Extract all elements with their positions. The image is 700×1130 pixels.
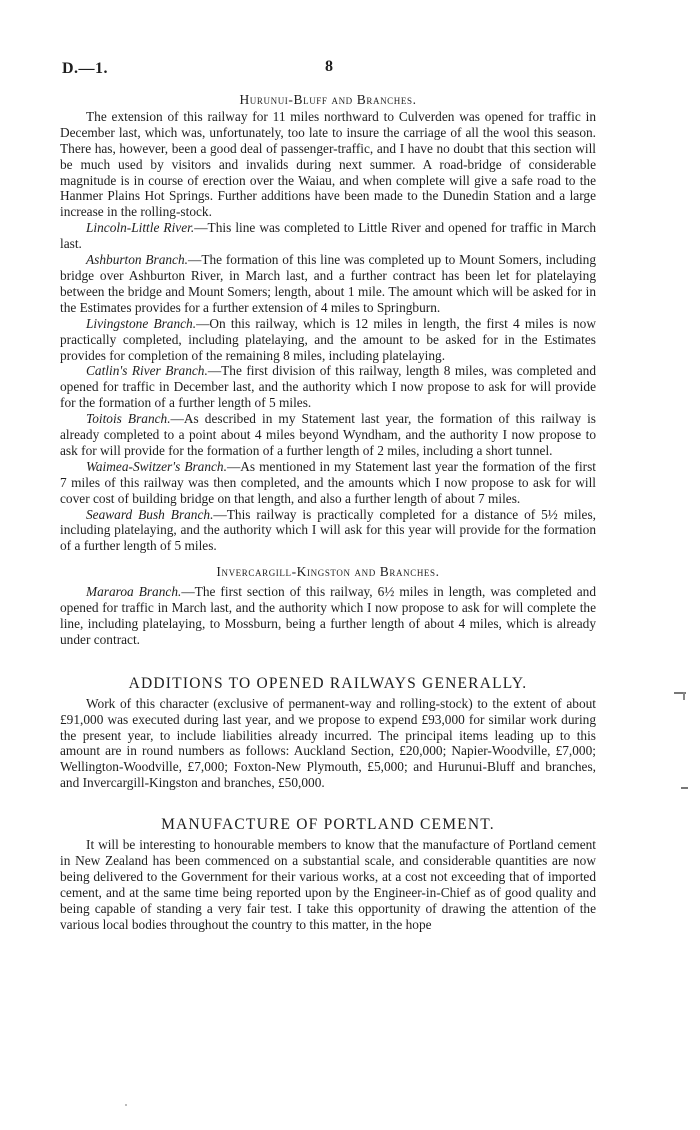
entry-text: —On this railway, which is 12 miles in length, the first 4 miles is now practically completed, including platelaying, and the amount to be asked for in the Estimates provides for completion of the remaining 8 miles, including platelaying. [60, 315, 596, 363]
section-heading-additions: ADDITIONS TO OPENED RAILWAYS GENERALLY. [128, 674, 528, 692]
entry-title: Livingstone Branch. [86, 315, 197, 331]
paragraph-mararoa [60, 584, 596, 648]
entry-text: —As described in my Statement last year, the formation of this railway is already completed to a point about 4 miles beyond Wyndham, and the authority I now propose to ask for will provide for the formation of a further length of 2 miles, including a short tunnel. [60, 411, 596, 458]
section-heading-hurunui: Hurunui-Bluff and Branches. [239, 92, 417, 107]
paragraph-livingstone [60, 316, 596, 364]
entry-text: —This line was completed to Little River and opened for traffic in March last. [60, 220, 597, 252]
paragraph-additions: Work of this character (exclusive of permanent-way and rolling-stock) to the extent of about £91,000 was executed during last year, and we propose to expend £93,000 for similar work during the present year, to include liabilities already incurred. The principal items leading up to this amount are in round numbers as follows: Auckland Section, £20,000; Napier-Woodville, £7,000; Wellington-Woodville, £7,000; Foxton-New Plymouth, £5,000; and Hurunui-Bluff and branches, and Invercargill-Kingston and branches, £50,000. [60, 695, 596, 791]
paragraph-lincoln [60, 220, 596, 252]
entry-title: Ashburton Branch. [86, 252, 188, 268]
entry-text: —As mentioned in my Statement last year the formation of the first 7 miles of this railway was then completed, and the amounts which I now propose to ask for will cover cost of building bridge on that length, and also a further length of about 7 miles. [60, 458, 596, 506]
margin-mark [681, 787, 688, 789]
section-heading-cement: MANUFACTURE OF PORTLAND CEMENT. [161, 816, 495, 834]
entry-title: Seaward Bush Branch. [86, 506, 214, 522]
entry-title: Catlin's River Branch. [86, 363, 208, 379]
entry-text: —The first division of this railway, length 8 miles, was completed and opened for traffic in December last, and the authority which I now propose to ask for will provide for the formation of a further length of 5 miles. [60, 363, 596, 411]
document-reference: D.—1. [62, 60, 109, 77]
page-body [60, 92, 596, 933]
entry-title: Toitois Branch. [86, 411, 171, 427]
paragraph-seaward [60, 507, 596, 555]
paragraph-toitois [60, 411, 596, 459]
entry-text: —The formation of this line was completed up to Mount Somers, including bridge over Ashburton River, in March last, and a further contract has been let for platelaying between the bridge and Mount Somers; length, about 1 mile. The amount which will be asked for in the Estimates provides for a further extension of 4 miles to Springburn. [60, 252, 597, 315]
entry-title: Lincoln-Little River. [86, 220, 195, 236]
margin-mark [683, 692, 685, 700]
paragraph-waimea [60, 459, 596, 507]
paragraph-hurunui-intro: The extension of this railway for 11 miles northward to Culverden was opened for traffic in December last, which was, unfortunately, too late to insure the carriage of all the wool this season. There has, however, been a good deal of passenger-traffic, and I have no doubt that this section will be much used by visitors and invalids during next summer. A road-bridge of considerable magnitude is in course of erection over the Waiau, and when complete will give a safe road to the Hanmer Plains Hot Springs. Further additions have been made to the Dunedin Station and a large increase in the rolling-stock. [60, 108, 596, 220]
entry-text: —The first section of this railway, 6½ miles in length, was completed and opened for traffic in March last, and the authority which I now propose to ask for will complete the line, including platelaying, to Mossburn, being a further length of about 4 miles, which is already under contract. [60, 584, 596, 647]
paragraph-ashburton [60, 252, 596, 316]
section-heading-invercargill: Invercargill-Kingston and Branches. [216, 564, 440, 580]
scan-speck [125, 1104, 127, 1106]
entry-title: Waimea-Switzer's Branch. [86, 458, 227, 474]
paragraph-catlins [60, 363, 596, 411]
entry-text: —This railway is practically completed for a distance of 5½ miles, including platelaying, and the authority which I will ask for this year will provide for the formation of a further length of 5 miles. [60, 506, 597, 554]
page-number: 8 [325, 58, 333, 75]
paragraph-cement: It will be interesting to honourable members to know that the manufacture of Portland cement in New Zealand has been commenced on a substantial scale, and considerable quantities are now being delivered to the Government for their various works, at a cost not exceeding that of imported cement, and at the same time being reported upon by the Engineer-in-Chief as of good quality and being capable of standing a very fair test. I take this opportunity of drawing the attention of the various local bodies throughout the country to this matter, in the hope [60, 837, 596, 932]
entry-title: Mararoa Branch. [86, 584, 182, 600]
